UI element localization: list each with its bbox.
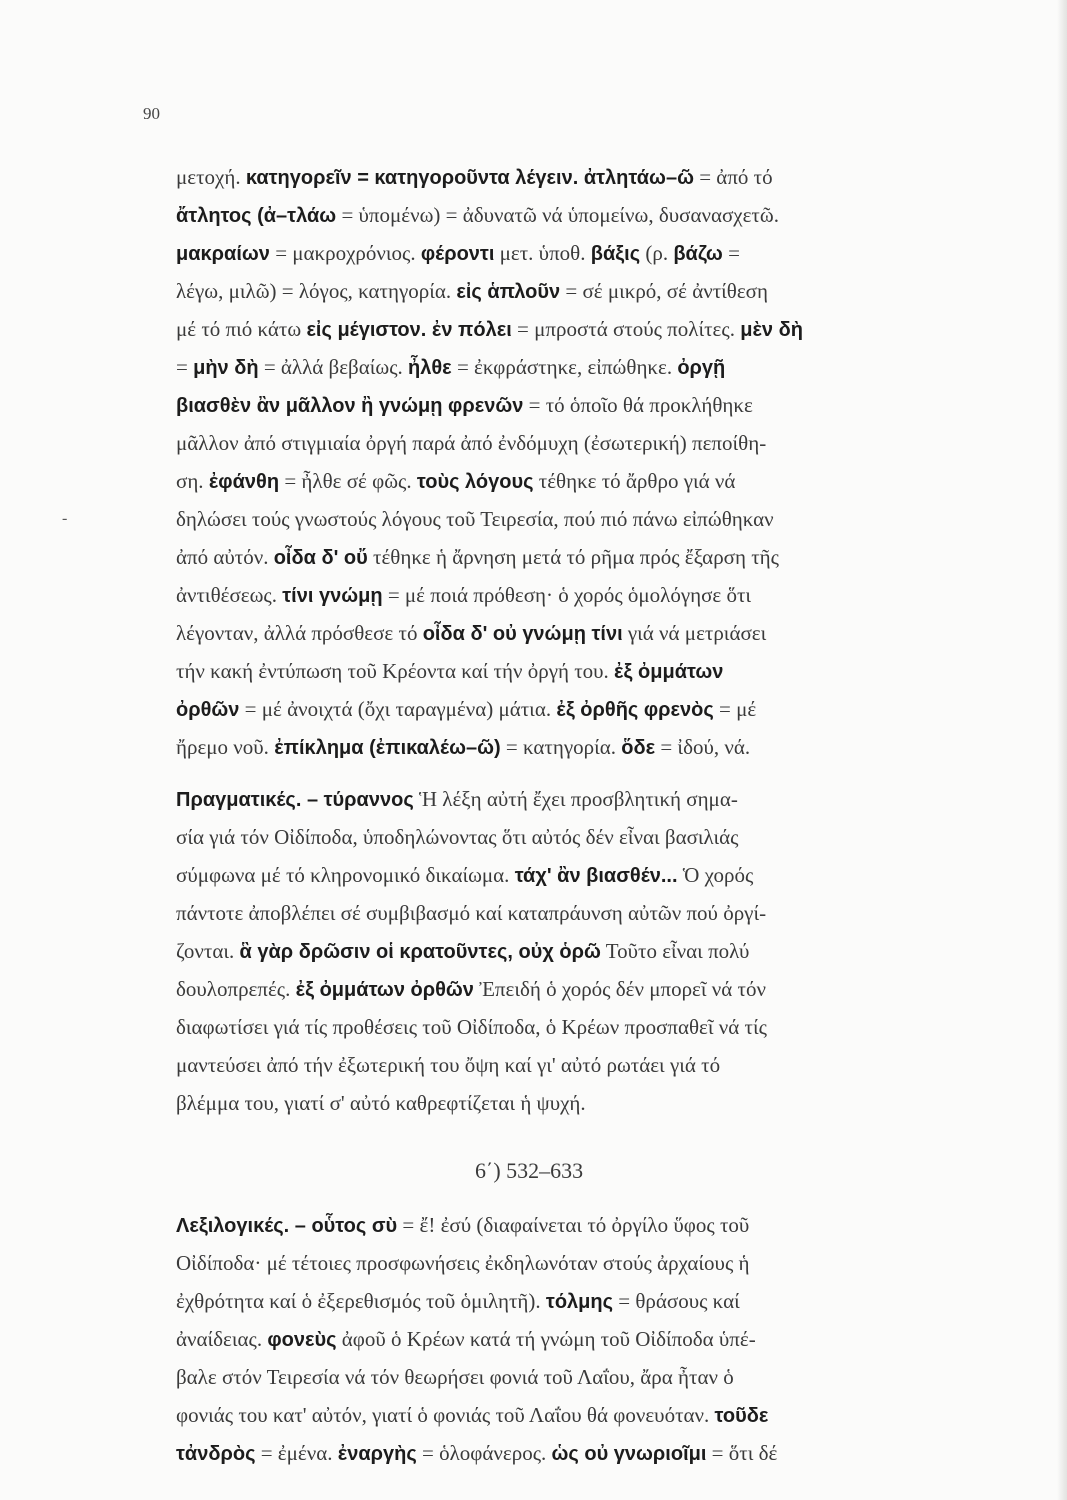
- headword: ἐπίκλημα (ἐπικαλέω–ῶ): [274, 737, 501, 759]
- text-run: Ὁ χορός: [677, 863, 754, 887]
- text-line: [176, 1008, 767, 1046]
- headword: μὲν δὴ: [740, 319, 803, 341]
- text-run: = ἦλθε σέ φῶς.: [279, 469, 417, 493]
- text-run: ἀφοῦ ὁ Κρέων κατά τή γνώμη τοῦ Οἰδίποδα ὑπέ-: [336, 1327, 756, 1351]
- headword: ἐφάνθη: [208, 471, 280, 493]
- headword: ἐξ ὀμμάτων: [614, 661, 724, 683]
- text-run: = μέ ποιά πρόθεση· ὁ χορός ὁμολόγησε ὅτι: [382, 583, 752, 607]
- text-line: [176, 818, 767, 856]
- headword: τοὺς λόγους: [416, 471, 534, 493]
- text-line: [176, 1320, 777, 1358]
- text-run: = ἐκφράστηκε, εἰπώθηκε.: [451, 355, 678, 379]
- headword: τοῦδε: [714, 1405, 769, 1427]
- headword: ὅδε: [621, 737, 656, 759]
- text-run: γιά νά μετριάσει: [622, 621, 767, 645]
- text-run: = ὅτι δέ: [706, 1441, 778, 1465]
- headword: ἐξ ὀμμάτων ὀρθῶν: [295, 979, 474, 1001]
- headword: τόλμης: [545, 1291, 614, 1313]
- text-run: ζονται.: [176, 939, 240, 963]
- text-run: μᾶλλον ἀπό στιγμιαία ὀργή παρά ἀπό ἐνδόμυχη (ἐσωτερική) πεποίθη-: [176, 431, 767, 455]
- text-run: τήν κακή ἐντύπωση τοῦ Κρέοντα καί τήν ὀργή του.: [176, 659, 615, 683]
- text-line: [176, 310, 803, 348]
- headword: Πραγματικές. – τύραννος: [176, 789, 414, 811]
- headword: οἶδα δ' οὔ: [273, 547, 368, 569]
- text-run: μαντεύσει ἀπό τήν ἐξωτερική του ὄψη καί γι' αὐτό ρωτάει γιά τό: [176, 1053, 721, 1077]
- text-run: = μπροστά στούς πολίτες.: [511, 317, 741, 341]
- text-run: = σέ μικρό, σέ ἀντίθεση: [560, 279, 768, 303]
- paragraph-lexical-notes: [176, 1206, 777, 1472]
- text-run: = ἰδού, νά.: [655, 735, 751, 759]
- text-run: =: [722, 241, 740, 265]
- text-run: Τοῦτο εἶναι πολύ: [600, 939, 750, 963]
- text-line: [176, 1244, 777, 1282]
- text-line: [176, 690, 803, 728]
- text-run: = μέ ἀνοιχτά (ὄχι ταραγμένα) μάτια.: [239, 697, 557, 721]
- text-run: = ἔ! ἐσύ (διαφαίνεται τό ὀργίλο ὕφος τοῦ: [397, 1213, 750, 1237]
- headword: ὀρθῶν: [176, 699, 240, 721]
- headword: φέροντι: [420, 243, 495, 265]
- text-run: = μέ: [713, 697, 757, 721]
- text-line: [176, 1434, 777, 1472]
- text-line: [176, 856, 767, 894]
- text-line: [176, 538, 803, 576]
- text-line: [176, 1206, 777, 1244]
- headword: ἦλθε: [408, 357, 452, 379]
- text-line: [176, 158, 803, 196]
- headword: εἰς ἁπλοῦν: [456, 281, 561, 303]
- text-run: μετ. ὑποθ.: [494, 241, 591, 265]
- text-run: τέθηκε τό ἄρθρο γιά νά: [533, 469, 736, 493]
- text-run: μετοχή.: [176, 165, 246, 189]
- headword: εἰς μέγιστον. ἐν πόλει: [306, 319, 512, 341]
- headword: βιασθὲν ἂν μᾶλλον ἢ γνώμῃ φρενῶν: [176, 395, 524, 417]
- text-line: [176, 1046, 767, 1084]
- headword: τίνι γνώμῃ: [282, 585, 383, 607]
- text-run: ση.: [176, 469, 209, 493]
- text-run: ἀναίδειας.: [176, 1327, 268, 1351]
- headword: κατηγορεῖν = κατηγοροῦντα λέγειν. ἀτλητάω–ῶ: [245, 167, 694, 189]
- margin-mark: -: [62, 510, 68, 527]
- headword: ἐναργὴς: [337, 1443, 417, 1465]
- headword: μακραίων: [176, 243, 270, 265]
- page-number: 90: [143, 104, 160, 123]
- text-run: = μακροχρόνιος.: [269, 241, 421, 265]
- text-run: δηλώσει τούς γνωστούς λόγους τοῦ Τειρεσία, πού πιό πάνω εἰπώθηκαν: [176, 507, 774, 531]
- text-run: = θράσους καί: [613, 1289, 740, 1313]
- headword: ὀργῇ: [677, 357, 726, 379]
- text-line: [176, 234, 803, 272]
- text-run: (ρ.: [640, 241, 674, 265]
- page-edge-shadow: [1057, 0, 1067, 1500]
- text-run: ἀντιθέσεως.: [176, 583, 283, 607]
- headword: οἶδα δ' οὐ γνώμῃ τίνι: [422, 623, 623, 645]
- text-line: [176, 348, 803, 386]
- headword: ἐξ ὀρθῆς φρενὸς: [556, 699, 714, 721]
- text-run: δουλοπρεπές.: [176, 977, 296, 1001]
- paragraph-commentary-vocabulary: [176, 158, 803, 766]
- text-line: [176, 780, 767, 818]
- text-line: [176, 196, 803, 234]
- text-line: [176, 386, 803, 424]
- headword: τἀνδρὸς: [176, 1443, 256, 1465]
- text-run: = κατηγορία.: [500, 735, 622, 759]
- headword: ὡς οὐ γνωριοῖμι: [551, 1443, 707, 1465]
- paragraph-factual-notes: [176, 780, 767, 1122]
- text-run: βαλε στόν Τειρεσία νά τόν θεωρήσει φονιά τοῦ Λαΐου, ἄρα ἦταν ὁ: [176, 1365, 734, 1389]
- text-run: βλέμμα του, γιατί σ' αὐτό καθρεφτίζεται ἡ ψυχή.: [176, 1091, 586, 1115]
- headword: Λεξιλογικές. – οὗτος σὺ: [176, 1215, 398, 1237]
- text-run: = ἀλλά βεβαίως.: [258, 355, 409, 379]
- text-line: [176, 500, 803, 538]
- text-line: [176, 1282, 777, 1320]
- text-run: τέθηκε ἡ ἄρνηση μετά τό ρῆμα πρός ἔξαρση τῆς: [367, 545, 779, 569]
- text-run: λέγω, μιλῶ) = λόγος, κατηγορία.: [176, 279, 457, 303]
- headword: ἄτλητος (ἀ–τλάω: [176, 205, 337, 227]
- headword: βάξις: [590, 243, 641, 265]
- text-line: [176, 614, 803, 652]
- headword: μὴν δὴ: [193, 357, 259, 379]
- text-run: Ἡ λέξη αὐτή ἔχει προσβλητική σημα-: [413, 787, 738, 811]
- text-line: [176, 894, 767, 932]
- text-line: [176, 1358, 777, 1396]
- text-run: = ἐμένα.: [255, 1441, 338, 1465]
- text-run: μέ τό πιό κάτω: [176, 317, 307, 341]
- text-run: ἐχθρότητα καί ὁ ἐξερεθισμός τοῦ ὁμιλητῆ).: [176, 1289, 546, 1313]
- text-line: [176, 1396, 777, 1434]
- text-line: [176, 424, 803, 462]
- text-run: πάντοτε ἀποβλέπει σέ συμβιβασμό καί καταπράυνση αὐτῶν πού ὀργί-: [176, 901, 767, 925]
- text-line: [176, 970, 767, 1008]
- headword: ἃ γὰρ δρῶσιν οἱ κρατοῦντες, οὐχ ὁρῶ: [239, 941, 601, 963]
- text-run: = ἀπό τό: [693, 165, 773, 189]
- text-run: ἀπό αὐτόν.: [176, 545, 274, 569]
- headword: τάχ' ἂν βιασθέν...: [514, 865, 678, 887]
- section-heading: 6΄) 532–633: [475, 1158, 584, 1183]
- text-run: = τό ὁποῖο θά προκλήθηκε: [523, 393, 753, 417]
- text-line: [176, 462, 803, 500]
- headword: βάζω: [673, 243, 723, 265]
- text-run: = ὑπομένω) = ἀδυνατῶ νά ὑπομείνω, δυσανασχετῶ.: [336, 203, 779, 227]
- text-run: λέγονταν, ἀλλά πρόσθεσε τό: [176, 621, 423, 645]
- text-run: =: [176, 355, 194, 379]
- text-line: [176, 652, 803, 690]
- text-run: Οἰδίποδα· μέ τέτοιες προσφωνήσεις ἐκδηλωνόταν στούς ἀρχαίους ἡ: [176, 1251, 750, 1275]
- text-line: [176, 272, 803, 310]
- headword: φονεὺς: [267, 1329, 337, 1351]
- text-run: σία γιά τόν Οἰδίποδα, ὑποδηλώνοντας ὅτι αὐτός δέν εἶναι βασιλιάς: [176, 825, 739, 849]
- text-line: [176, 1084, 767, 1122]
- text-run: ἤρεμο νοῦ.: [176, 735, 275, 759]
- text-run: Ἐπειδή ὁ χορός δέν μπορεῖ νά τόν: [473, 977, 766, 1001]
- text-line: [176, 932, 767, 970]
- text-run: φονιάς του κατ' αὐτόν, γιατί ὁ φονιάς τοῦ Λαΐου θά φονευόταν.: [176, 1403, 715, 1427]
- text-run: = ὁλοφάνερος.: [416, 1441, 552, 1465]
- text-line: [176, 728, 803, 766]
- text-line: [176, 576, 803, 614]
- text-run: διαφωτίσει γιά τίς προθέσεις τοῦ Οἰδίποδα, ὁ Κρέων προσπαθεῖ νά τίς: [176, 1015, 767, 1039]
- text-run: σύμφωνα μέ τό κληρονομικό δικαίωμα.: [176, 863, 515, 887]
